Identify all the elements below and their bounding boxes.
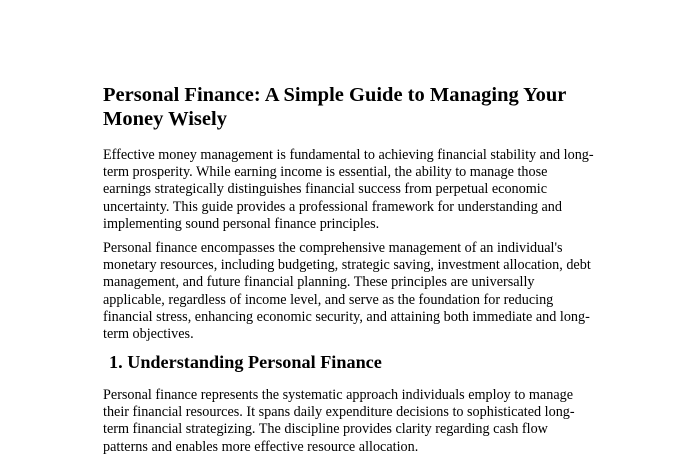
- paragraph-line: term financial strategizing. The discipline provides clarity regarding cash flow: [103, 421, 548, 438]
- intro-paragraph-2: [103, 240, 591, 343]
- paragraph-line: applicable, regardless of income level, and serve as the foundation for reducing: [103, 291, 554, 308]
- paragraph-line: earnings strategically distinguishes financial success from perpetual economic: [103, 181, 548, 198]
- paragraph-line: Personal finance encompasses the comprehensive management of an individual's: [103, 240, 563, 256]
- paragraph-line: monetary resources, including budgeting, strategic saving, investment allocation, debt: [103, 257, 591, 274]
- document-title: Personal Finance: A Simple Guide to Managing Your Money Wisely: [103, 84, 566, 130]
- section-1-paragraph: [103, 387, 581, 456]
- paragraph-line: Effective money management is fundamental to achieving financial stability and long-: [103, 147, 594, 163]
- paragraph-line: term prosperity. While earning income is essential, the ability to manage those: [103, 164, 548, 181]
- section-1-heading: 1. Understanding Personal Finance: [109, 352, 382, 372]
- paragraph-line: financial stress, enhancing economic security, and attaining both immediate and long-: [103, 308, 590, 325]
- paragraph-line: implementing sound personal finance principles.: [103, 215, 380, 232]
- intro-paragraph-1: [103, 147, 594, 233]
- paragraph-line: Personal finance represents the systematic approach individuals employ to manage: [103, 387, 574, 403]
- paragraph-line: uncertainty. This guide provides a professional framework for understanding and: [103, 198, 562, 215]
- paragraph-line: patterns and enables more effective resource allocation.: [103, 438, 419, 455]
- paragraph-line: their financial resources. It spans daily expenditure decisions to sophisticated long-: [103, 404, 575, 421]
- paragraph-line: term objectives.: [103, 326, 194, 343]
- paragraph-line: management, and future financial planning. These principles are universally: [103, 274, 535, 291]
